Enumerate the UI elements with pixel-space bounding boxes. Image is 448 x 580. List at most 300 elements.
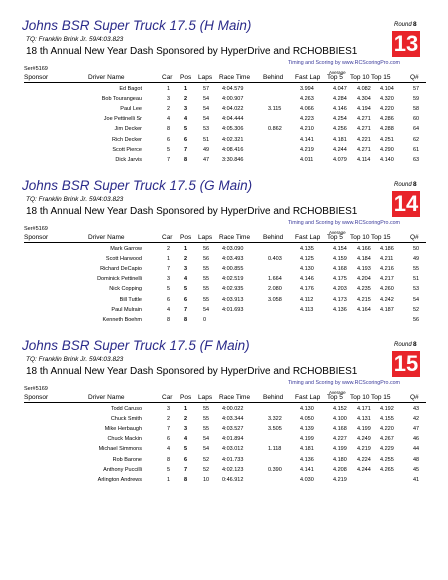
position: 2	[184, 256, 188, 263]
race-time: 4:00.022	[222, 406, 244, 412]
position: 1	[184, 246, 188, 252]
table-row	[0, 436, 448, 445]
sponsor-header: Sponsor	[24, 394, 49, 401]
driver-name: Rich Decker	[112, 136, 142, 143]
top15-average: 4.290	[380, 146, 394, 153]
car-header: Car	[162, 74, 173, 81]
qualifying-number: 43	[413, 406, 420, 412]
event-name: 18 th Annual New Year Dash Sponsored by HyperDrive and RCHOBBIES1	[26, 206, 358, 217]
top10-header: Top 10	[350, 74, 370, 81]
behind: 3.115	[268, 106, 282, 113]
driver-name: Scott Harwood	[105, 256, 142, 263]
q-header: Q#	[410, 74, 419, 81]
top10-average: 4.171	[357, 406, 371, 412]
driver-name: Dominick Pettinelli	[97, 276, 142, 283]
sponsor-header: Sponsor	[24, 74, 49, 81]
position: 3	[184, 266, 188, 273]
pos-header: Pos	[180, 234, 192, 241]
top15-average: 4.251	[380, 136, 394, 143]
race-time: 4:08.416	[222, 146, 244, 153]
top10-average: 4.224	[357, 456, 371, 463]
top15-average: 4.155	[380, 416, 394, 423]
laps-header: Laps	[198, 234, 213, 241]
car-number: 5	[167, 286, 171, 293]
qualifying-number: 44	[413, 446, 420, 453]
timing-credit: Timing and Scoring by www.RCScoringPro.com	[288, 220, 400, 226]
fast-lap: 4.223	[300, 116, 314, 123]
driver-name: Joe Pettinelli Sr	[103, 116, 142, 123]
car-number: 3	[167, 96, 171, 103]
qualifying-number: 50	[413, 246, 420, 252]
fast-lap: 4.199	[300, 436, 314, 443]
car-number: 5	[167, 146, 171, 153]
event-name: 18 th Annual New Year Dash Sponsored by HyperDrive and RCHOBBIES1	[26, 46, 358, 57]
laps: 0	[203, 316, 207, 323]
qualifying-number: 54	[413, 296, 420, 303]
driver-header: Driver Name	[88, 234, 125, 241]
top10-average: 4.082	[357, 86, 371, 92]
car-number: 6	[167, 136, 171, 143]
top10-header: Top 10	[350, 234, 370, 241]
driver-name: Todd Caruso	[110, 406, 142, 412]
qualifying-number: 49	[413, 256, 420, 263]
top15-average: 4.187	[380, 306, 394, 313]
table-row	[0, 406, 448, 415]
driver-name: Scott Pierce	[112, 146, 142, 153]
race-section	[0, 166, 448, 324]
top5-average: 4.100	[333, 416, 347, 423]
behind-header: Behind	[263, 394, 284, 401]
qualifying-number: 61	[413, 146, 420, 153]
race-time: 4:04.579	[222, 86, 244, 92]
laps: 51	[203, 136, 210, 143]
race-time: 4:02.935	[222, 286, 244, 293]
car-number: 4	[167, 306, 171, 313]
top5-average: 4.168	[333, 266, 347, 273]
serial-number: Ser#5169	[24, 226, 48, 232]
race-time: 4:03.344	[222, 416, 244, 423]
driver-name: Mike Herbaugh	[104, 426, 142, 433]
top5-average: 4.208	[333, 466, 347, 473]
round-number: 8	[413, 181, 417, 188]
top5-header: Top 5	[327, 234, 343, 241]
laps: 54	[203, 106, 210, 113]
round-label: Round	[394, 182, 412, 188]
top15-average: 4.104	[380, 86, 394, 92]
laps: 53	[203, 126, 210, 133]
top15-average: 4.320	[380, 96, 394, 103]
race-time-header: Race Time	[219, 234, 251, 241]
race-time-header: Race Time	[219, 74, 251, 81]
table-row	[0, 286, 448, 295]
table-row	[0, 126, 448, 135]
top10-average: 4.304	[357, 96, 371, 103]
race-time: 4:03.012	[222, 446, 244, 453]
top15-average: 4.140	[380, 156, 394, 163]
fast-lap: 4.210	[300, 126, 314, 133]
car-number: 1	[167, 476, 171, 483]
top5-average: 4.047	[333, 86, 347, 92]
position: 8	[184, 316, 188, 323]
qualifying-number: 63	[413, 156, 420, 163]
table-row	[0, 116, 448, 125]
top15-average: 4.288	[380, 126, 394, 133]
car-number: 4	[167, 116, 171, 123]
header-rule	[24, 402, 426, 403]
table-row	[0, 96, 448, 105]
top15-average: 4.192	[380, 406, 394, 412]
fast-lap: 4.176	[300, 286, 314, 293]
qualifying-number: 53	[413, 286, 420, 293]
top5-average: 4.173	[333, 296, 347, 303]
top10-average: 4.199	[357, 426, 371, 433]
behind: 0.862	[268, 126, 282, 133]
laps: 55	[203, 276, 210, 283]
position: 5	[184, 446, 188, 453]
car-number: 8	[167, 126, 171, 133]
top5-header: Top 5	[327, 394, 343, 401]
top15-average: 4.229	[380, 446, 394, 453]
driver-header: Driver Name	[88, 74, 125, 81]
qualifying-number: 57	[413, 86, 420, 92]
fast-lap: 4.125	[300, 256, 314, 263]
laps: 55	[203, 406, 210, 412]
qualifying-number: 60	[413, 116, 420, 123]
fast-lap-header: Fast Lap	[295, 74, 321, 81]
fast-lap: 4.112	[300, 296, 314, 303]
top15-average: 4.186	[380, 246, 394, 252]
driver-name: Dick Jarvis	[115, 156, 142, 163]
race-title: Johns BSR Super Truck 17.5 (G Main)	[22, 178, 253, 193]
behind-header: Behind	[263, 234, 284, 241]
top5-average: 4.244	[333, 146, 347, 153]
top5-average: 4.284	[333, 96, 347, 103]
car-number: 5	[167, 466, 171, 473]
position: 7	[184, 306, 188, 313]
car-number: 1	[167, 86, 171, 92]
fast-lap: 4.011	[300, 156, 314, 163]
driver-header: Driver Name	[88, 394, 125, 401]
fast-lap: 4.135	[300, 246, 314, 252]
qualifying-number: 41	[413, 476, 420, 483]
round-label: Round	[394, 342, 412, 348]
top10-average: 4.131	[357, 416, 371, 423]
top15-header: Top 15	[371, 234, 391, 241]
top15-average: 4.286	[380, 116, 394, 123]
top15-average: 4.217	[380, 276, 394, 283]
position: 8	[184, 156, 188, 163]
driver-name: Michael Simmons	[98, 446, 142, 453]
top10-average: 4.271	[357, 116, 371, 123]
laps: 55	[203, 426, 210, 433]
laps: 54	[203, 116, 210, 123]
fast-lap: 4.141	[300, 136, 314, 143]
serial-number: Ser#5169	[24, 66, 48, 72]
race-time: 4:01.733	[222, 456, 244, 463]
position: 8	[184, 476, 188, 483]
driver-name: Chuck Mackin	[107, 436, 142, 443]
position: 6	[184, 296, 188, 303]
car-number: 6	[167, 296, 171, 303]
behind-header: Behind	[263, 74, 284, 81]
car-number: 2	[167, 416, 171, 423]
driver-name: Ed Bagot	[119, 86, 142, 92]
car-number: 2	[167, 246, 171, 252]
top15-average: 4.267	[380, 436, 394, 443]
qualifying-number: 47	[413, 426, 420, 433]
driver-name: Jim Decker	[114, 126, 142, 133]
table-row	[0, 297, 448, 306]
top5-average: 4.180	[333, 456, 347, 463]
car-number: 7	[167, 266, 171, 273]
behind: 0.390	[268, 466, 282, 473]
position: 7	[184, 466, 188, 473]
laps: 54	[203, 446, 210, 453]
timing-credit: Timing and Scoring by www.RCScoringPro.com	[288, 380, 400, 386]
car-number: 3	[167, 276, 171, 283]
driver-name: Chuck Smith	[110, 416, 142, 423]
driver-name: Richard DeCapio	[100, 266, 142, 273]
top10-average: 4.219	[357, 446, 371, 453]
fast-lap: 3.994	[300, 86, 314, 92]
position: 4	[184, 436, 188, 443]
top10-average: 4.215	[357, 296, 371, 303]
race-time: 4:02.123	[222, 466, 244, 473]
driver-name: Rob Barone	[112, 456, 142, 463]
top5-average: 4.136	[333, 306, 347, 313]
main-number-badge: 14	[393, 191, 419, 216]
top5-average: 4.154	[333, 246, 347, 252]
average-header: Average	[329, 70, 346, 75]
laps: 54	[203, 306, 210, 313]
race-time: 3:30.846	[222, 156, 244, 163]
race-time-header: Race Time	[219, 394, 251, 401]
fast-lap-header: Fast Lap	[295, 394, 321, 401]
position: 3	[184, 106, 188, 113]
top10-average: 4.271	[357, 126, 371, 133]
serial-number: Ser#5169	[24, 386, 48, 392]
qualifying-number: 51	[413, 276, 420, 283]
behind: 1.664	[268, 276, 282, 283]
race-time: 4:04.022	[222, 106, 244, 113]
table-row	[0, 147, 448, 156]
behind: 3.322	[268, 416, 282, 423]
fast-lap: 4.141	[300, 466, 314, 473]
race-time: 4:04.444	[222, 116, 244, 123]
laps: 49	[203, 146, 210, 153]
top5-average: 4.254	[333, 116, 347, 123]
race-time: 4:00.855	[222, 266, 244, 273]
car-header: Car	[162, 394, 173, 401]
top10-average: 4.166	[357, 246, 371, 252]
race-time: 4:03.493	[222, 256, 244, 263]
car-number: 2	[167, 106, 171, 113]
qualifying-number: 56	[413, 316, 420, 323]
top10-average: 4.184	[357, 256, 371, 263]
sponsor-header: Sponsor	[24, 234, 49, 241]
qualifying-number: 46	[413, 436, 420, 443]
car-number: 8	[167, 316, 171, 323]
table-row	[0, 467, 448, 476]
table-row	[0, 86, 448, 95]
race-time: 4:03.527	[222, 426, 244, 433]
race-time: 4:03.090	[222, 246, 244, 252]
tq-line: TQ: Franklin Brink Jr. 59/4:03.823	[26, 36, 124, 43]
laps: 52	[203, 466, 210, 473]
position: 6	[184, 136, 188, 143]
behind: 1.118	[268, 446, 282, 453]
top15-average: 4.220	[380, 106, 394, 113]
car-number: 4	[167, 446, 171, 453]
table-row	[0, 106, 448, 115]
table-row	[0, 426, 448, 435]
driver-name: Paul Mulrain	[111, 306, 142, 313]
average-header: Average	[329, 390, 346, 395]
behind: 3.058	[268, 296, 282, 303]
driver-name: Nick Copping	[109, 286, 142, 293]
top5-average: 4.219	[333, 476, 347, 483]
car-number: 7	[167, 156, 171, 163]
top15-header: Top 15	[371, 74, 391, 81]
table-row	[0, 457, 448, 466]
table-row	[0, 256, 448, 265]
round-label: Round	[394, 22, 412, 28]
top10-header: Top 10	[350, 394, 370, 401]
behind: 2.080	[268, 286, 282, 293]
fast-lap: 4.130	[300, 266, 314, 273]
top15-average: 4.260	[380, 286, 394, 293]
qualifying-number: 64	[413, 126, 420, 133]
laps: 55	[203, 286, 210, 293]
fast-lap: 4.263	[300, 96, 314, 103]
laps: 56	[203, 256, 210, 263]
position: 5	[184, 126, 188, 133]
car-header: Car	[162, 234, 173, 241]
position: 6	[184, 456, 188, 463]
top10-average: 4.164	[357, 306, 371, 313]
driver-name: Bill Tuttle	[119, 296, 142, 303]
top5-average: 4.146	[333, 106, 347, 113]
top10-average: 4.244	[357, 466, 371, 473]
car-number: 3	[167, 406, 171, 412]
laps-header: Laps	[198, 74, 213, 81]
position: 3	[184, 426, 188, 433]
top15-average: 4.216	[380, 266, 394, 273]
top5-average: 4.168	[333, 426, 347, 433]
qualifying-number: 59	[413, 96, 420, 103]
qualifying-number: 45	[413, 466, 420, 473]
top5-average: 4.152	[333, 406, 347, 412]
top5-average: 4.159	[333, 256, 347, 263]
event-name: 18 th Annual New Year Dash Sponsored by HyperDrive and RCHOBBIES1	[26, 366, 358, 377]
fast-lap: 4.146	[300, 276, 314, 283]
pos-header: Pos	[180, 74, 192, 81]
behind: 3.505	[268, 426, 282, 433]
top10-average: 4.271	[357, 146, 371, 153]
car-number: 7	[167, 426, 171, 433]
top10-average: 4.194	[357, 106, 371, 113]
header-rule	[24, 82, 426, 83]
race-time: 4:02.321	[222, 136, 244, 143]
qualifying-number: 42	[413, 416, 420, 423]
fast-lap: 4.130	[300, 406, 314, 412]
fast-lap-header: Fast Lap	[295, 234, 321, 241]
q-header: Q#	[410, 234, 419, 241]
laps: 10	[203, 476, 210, 483]
driver-name: Anthony Puccilli	[103, 466, 142, 473]
qualifying-number: 58	[413, 106, 420, 113]
timing-credit: Timing and Scoring by www.RCScoringPro.com	[288, 60, 400, 66]
position: 2	[184, 96, 188, 103]
tq-line: TQ: Franklin Brink Jr. 59/4:03.823	[26, 196, 124, 203]
laps: 47	[203, 156, 210, 163]
fast-lap: 4.219	[300, 146, 314, 153]
qualifying-number: 52	[413, 306, 420, 313]
laps: 54	[203, 436, 210, 443]
tq-line: TQ: Franklin Brink Jr. 59/4:03.823	[26, 356, 124, 363]
top5-average: 4.079	[333, 156, 347, 163]
race-section	[0, 326, 448, 484]
qualifying-number: 62	[413, 136, 420, 143]
driver-name: Bob Tourangeau	[101, 96, 142, 103]
driver-name: Kenneth Boehm	[102, 316, 142, 323]
fast-lap: 4.066	[300, 106, 314, 113]
position: 5	[184, 286, 188, 293]
round-number: 8	[413, 341, 417, 348]
top10-average: 4.249	[357, 436, 371, 443]
laps: 52	[203, 456, 210, 463]
header-rule	[24, 242, 426, 243]
top5-average: 4.203	[333, 286, 347, 293]
fast-lap: 4.113	[300, 306, 314, 313]
top10-average: 4.221	[357, 136, 371, 143]
fast-lap: 4.181	[300, 446, 314, 453]
race-time: 4:02.519	[222, 276, 244, 283]
race-title: Johns BSR Super Truck 17.5 (F Main)	[22, 338, 250, 353]
fast-lap: 4.050	[300, 416, 314, 423]
fast-lap: 4.136	[300, 456, 314, 463]
race-section	[0, 6, 448, 164]
table-row	[0, 416, 448, 425]
average-header: Average	[329, 230, 346, 235]
top5-average: 4.199	[333, 446, 347, 453]
top10-average: 4.193	[357, 266, 371, 273]
table-row	[0, 157, 448, 166]
fast-lap: 4.139	[300, 426, 314, 433]
race-time: 4:01.894	[222, 436, 244, 443]
table-row	[0, 246, 448, 255]
laps: 55	[203, 416, 210, 423]
main-number-badge: 13	[393, 31, 419, 56]
race-time: 4:03.913	[222, 296, 244, 303]
race-time: 0:46.912	[222, 476, 244, 483]
race-time: 4:05.306	[222, 126, 244, 133]
car-number: 8	[167, 456, 171, 463]
qualifying-number: 55	[413, 266, 420, 273]
top5-average: 4.227	[333, 436, 347, 443]
race-time: 4:01.693	[222, 306, 244, 313]
laps: 55	[203, 296, 210, 303]
laps: 55	[203, 266, 210, 273]
table-row	[0, 446, 448, 455]
race-time: 4:00.907	[222, 96, 244, 103]
pos-header: Pos	[180, 394, 192, 401]
top15-average: 4.242	[380, 296, 394, 303]
top15-average: 4.220	[380, 426, 394, 433]
round-number: 8	[413, 21, 417, 28]
behind: 0.403	[268, 256, 282, 263]
top10-average: 4.114	[357, 156, 371, 163]
